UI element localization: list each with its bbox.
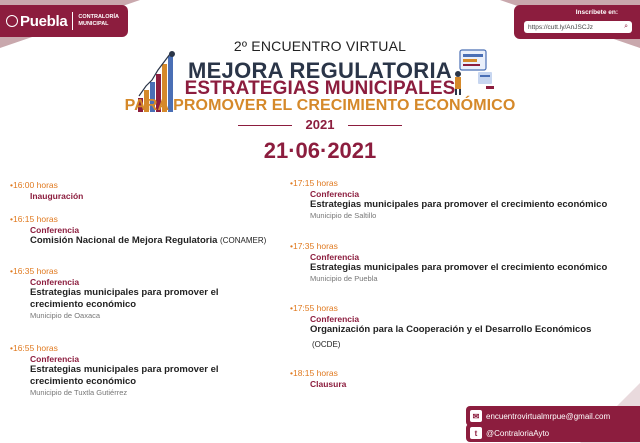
seal-icon [6, 15, 18, 27]
agenda-type: Conferencia [310, 188, 360, 199]
agenda-title: Estrategias municipales para promover el crecimiento económico [310, 262, 608, 274]
agenda-place: Municipio de Saltillo [310, 211, 377, 221]
agenda-item [290, 241, 635, 284]
agenda-title: Estrategias municipales para promover el crecimiento económico [310, 199, 608, 211]
event-year: 2021 [305, 117, 335, 132]
register-link[interactable] [524, 21, 632, 33]
logo-text: Puebla [20, 12, 68, 30]
agenda-type: Conferencia [30, 353, 80, 364]
agenda-time: •16:15 horas [10, 214, 58, 224]
mail-icon: ✉ [470, 410, 482, 422]
twitter-text[interactable]: @ContraloriaAyto [486, 428, 550, 438]
agenda-title: Organización para la Cooperación y el Desarrollo Económicos [310, 324, 592, 336]
agenda-type: Clausura [310, 378, 347, 389]
agenda-item [10, 343, 250, 397]
twitter-icon: t [470, 427, 482, 439]
email-contact[interactable] [466, 406, 640, 426]
event-date: 21·06·2021 [263, 138, 377, 163]
agenda-time: •17:55 horas [290, 303, 338, 313]
search-icon: ⌕ [624, 23, 628, 30]
puebla-logo [6, 13, 67, 30]
agenda-title: Estrategias municipales para promover el crecimiento económico [30, 287, 219, 311]
register-url[interactable]: https://cutt.ly/AnJSCJz [528, 23, 594, 31]
agenda-time: •18:15 horas [290, 368, 338, 378]
agenda-item [290, 303, 635, 350]
agenda-title: Comisión Nacional de Mejora Regulatoria (CONAMER) [30, 235, 267, 247]
agenda-type: Inauguración [30, 190, 84, 201]
event-title: MEJORA REGULATORIA [187, 58, 453, 83]
event-edition: 2º ENCUENTRO VIRTUAL [233, 38, 407, 54]
logo-org: CONTRALORÍA MUNICIPAL [78, 14, 120, 27]
agenda-place: Municipio de Tuxtla Gutiérrez [30, 388, 128, 397]
agenda-item [10, 180, 83, 201]
event-subtitle-1: ESTRATEGIAS MUNICIPALES [184, 78, 456, 99]
agenda-type: Conferencia [310, 313, 360, 324]
email-text[interactable]: encuentrovirtualmrpue@gmail.com [486, 411, 611, 421]
agenda-type: Conferencia [30, 276, 80, 287]
agenda-time: •16:00 horas [10, 180, 58, 190]
municipal-logo [0, 5, 128, 37]
agenda-time: •16:35 horas [10, 266, 58, 276]
agenda-item [10, 266, 250, 320]
event-subtitle-2: PARA PROMOVER EL CRECIMIENTO ECONÓMICO [124, 97, 516, 114]
agenda-place: Municipio de Puebla [310, 274, 378, 284]
register-label: Inscríbete en: [575, 9, 618, 16]
agenda-item [10, 214, 266, 247]
agenda-type: Conferencia [30, 224, 80, 235]
agenda-time: •16:55 horas [10, 343, 58, 353]
agenda-time: •17:35 horas [290, 241, 338, 251]
agenda-title: Estrategias municipales para promover el crecimiento económico [30, 364, 219, 388]
twitter-contact[interactable] [466, 424, 640, 442]
agenda-time: •17:15 horas [290, 178, 338, 188]
logo-divider [72, 12, 73, 30]
agenda-type: Conferencia [310, 251, 360, 262]
agenda-paren: (OCDE) [312, 340, 341, 350]
year-line-right [348, 125, 402, 126]
agenda-place: Municipio de Oaxaca [30, 311, 101, 320]
agenda-item [290, 178, 635, 221]
